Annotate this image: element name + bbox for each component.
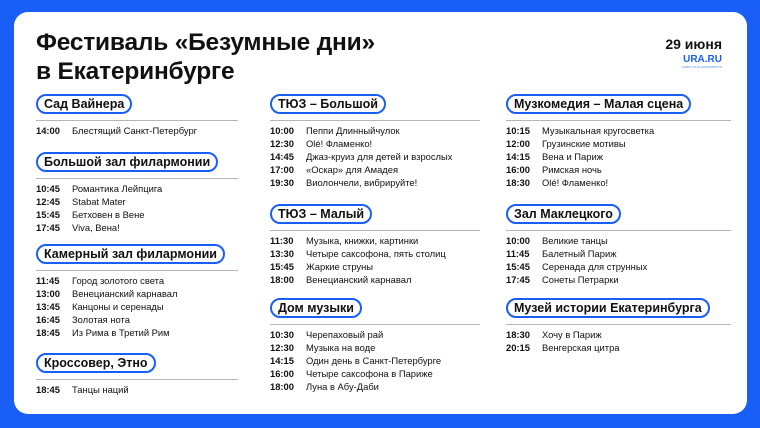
event-time: 17:00 <box>270 164 294 175</box>
venue-divider <box>270 230 480 231</box>
event-time: 13:00 <box>36 288 60 299</box>
event-row <box>270 150 480 163</box>
event-time: 14:45 <box>270 151 294 162</box>
event-title: Бетховен в Вене <box>72 209 145 220</box>
event-time: 10:15 <box>506 125 530 136</box>
event-time: 18:00 <box>270 274 294 285</box>
event-title: Жаркие струны <box>306 261 374 272</box>
venue-name: Музей истории Екатеринбурга <box>506 298 710 318</box>
event-title: Джаз-круиз для детей и взрослых <box>306 151 453 162</box>
event-title: Венецианский карнавал <box>72 288 178 299</box>
venue-divider <box>506 324 731 325</box>
event-time: 14:15 <box>270 355 294 366</box>
event-time: 12:30 <box>270 138 294 149</box>
event-title: Серенада для струнных <box>542 261 648 272</box>
event-time: 16:00 <box>506 164 530 175</box>
event-row <box>36 326 238 339</box>
event-time: 18:30 <box>506 177 530 188</box>
event-list <box>36 182 238 234</box>
event-row <box>270 163 480 176</box>
event-title: Романтика Лейпцига <box>72 183 163 194</box>
event-title: Венецианский карнавал <box>306 274 412 285</box>
venue-name: Камерный зал филармонии <box>36 244 225 264</box>
event-row <box>506 234 731 247</box>
venue-name: Зал Маклецкого <box>506 204 621 224</box>
event-title: Музыка, книжки, картинки <box>306 235 419 246</box>
event-title: Музыка на воде <box>306 342 376 353</box>
logo-text: URA.RU <box>683 54 722 65</box>
event-title: Город золотого света <box>72 275 165 286</box>
schedule-card <box>14 12 747 414</box>
event-time: 14:00 <box>36 125 60 136</box>
event-row <box>506 176 731 189</box>
event-row <box>36 300 238 313</box>
venue-name: Дом музыки <box>270 298 362 318</box>
event-list <box>506 328 731 354</box>
event-row <box>270 367 480 380</box>
event-title: Четыре саксофона в Париже <box>306 368 433 379</box>
event-time: 15:45 <box>270 261 294 272</box>
event-title: Хочу в Париж <box>542 329 602 340</box>
event-row <box>270 176 480 189</box>
event-time: 19:30 <box>270 177 294 188</box>
date-label: 29 июня <box>665 36 722 52</box>
event-time: 18:30 <box>506 329 530 340</box>
venue-name: Музкомедия – Малая сцена <box>506 94 691 114</box>
event-title: Канцоны и серенады <box>72 301 164 312</box>
event-time: 14:15 <box>506 151 530 162</box>
title-line-1: Фестиваль «Безумные дни» <box>36 29 375 56</box>
event-list <box>36 383 238 396</box>
venue-block <box>506 298 731 354</box>
event-title: Золотая нота <box>72 314 130 325</box>
event-title: Viva, Вена! <box>72 222 120 233</box>
event-title: Olé! Фламенко! <box>306 138 373 149</box>
event-row <box>270 137 480 150</box>
event-row <box>506 163 731 176</box>
venue-block <box>36 152 238 234</box>
event-row <box>270 341 480 354</box>
event-title: Один день в Санкт-Петербурге <box>306 355 442 366</box>
event-title: Сонеты Петрарки <box>542 274 619 285</box>
event-time: 17:45 <box>36 222 60 233</box>
venue-divider <box>506 120 731 121</box>
event-row <box>506 260 731 273</box>
event-title: Музыкальная кругосветка <box>542 125 655 136</box>
event-row <box>36 313 238 326</box>
venue-divider <box>36 120 238 121</box>
venue-name: ТЮЗ – Большой <box>270 94 386 114</box>
event-row <box>506 137 731 150</box>
event-time: 11:30 <box>270 235 294 246</box>
event-title: Великие танцы <box>542 235 608 246</box>
event-title: Черепаховый рай <box>306 329 384 340</box>
venue-name: Большой зал филармонии <box>36 152 218 172</box>
event-time: 12:45 <box>36 196 60 207</box>
event-title: Венгерская цитра <box>542 342 620 353</box>
venue-block <box>36 244 238 339</box>
venue-name: Сад Вайнера <box>36 94 132 114</box>
event-list <box>506 234 731 286</box>
event-time: 10:30 <box>270 329 294 340</box>
event-list <box>270 234 480 286</box>
event-row <box>270 124 480 137</box>
event-list <box>36 274 238 339</box>
event-row <box>506 273 731 286</box>
event-row <box>36 182 238 195</box>
event-row <box>270 380 480 393</box>
event-title: Римская ночь <box>542 164 602 175</box>
event-row <box>36 287 238 300</box>
event-row <box>506 341 731 354</box>
event-time: 11:45 <box>36 275 60 286</box>
venue-block <box>506 94 731 189</box>
event-row <box>36 208 238 221</box>
event-time: 20:15 <box>506 342 530 353</box>
venue-block <box>270 94 480 189</box>
venue-name: ТЮЗ – Малый <box>270 204 372 224</box>
event-time: 15:45 <box>36 209 60 220</box>
event-title: Stabat Mater <box>72 196 126 207</box>
venue-divider <box>36 178 238 179</box>
event-row <box>270 273 480 286</box>
venue-block <box>270 298 480 393</box>
event-title: Танцы наций <box>72 384 129 395</box>
event-time: 10:45 <box>36 183 60 194</box>
event-time: 16:45 <box>36 314 60 325</box>
event-row <box>36 274 238 287</box>
event-title: Балетный Париж <box>542 248 617 259</box>
page-title <box>36 28 375 86</box>
event-time: 12:30 <box>270 342 294 353</box>
venue-divider <box>36 379 238 380</box>
venue-divider <box>506 230 731 231</box>
event-time: 13:45 <box>36 301 60 312</box>
venue-name: Кроссовер, Этно <box>36 353 156 373</box>
event-time: 10:00 <box>270 125 294 136</box>
event-time: 16:00 <box>270 368 294 379</box>
event-time: 13:30 <box>270 248 294 259</box>
venue-block <box>36 353 238 396</box>
event-row <box>270 328 480 341</box>
event-title: Пеппи Длинныйчулок <box>306 125 400 136</box>
venue-block <box>270 204 480 286</box>
event-row <box>506 328 731 341</box>
ura-logo[interactable] <box>681 54 722 69</box>
logo-subtext: НОВОСТИ ЕКАТЕРИНБУРГА <box>681 65 722 69</box>
event-time: 10:00 <box>506 235 530 246</box>
event-title: Блестящий Санкт-Петербург <box>72 125 198 136</box>
event-row <box>506 247 731 260</box>
event-title: Грузинские мотивы <box>542 138 626 149</box>
event-row <box>270 354 480 367</box>
venue-block <box>36 94 238 137</box>
venue-divider <box>36 270 238 271</box>
venue-divider <box>270 120 480 121</box>
event-row <box>506 150 731 163</box>
event-row <box>270 260 480 273</box>
event-time: 18:45 <box>36 327 60 338</box>
event-list <box>506 124 731 189</box>
event-row <box>270 234 480 247</box>
event-title: Вена и Париж <box>542 151 603 162</box>
venue-block <box>506 204 731 286</box>
event-time: 17:45 <box>506 274 530 285</box>
event-title: «Оскар» для Амадея <box>306 164 399 175</box>
event-row <box>270 247 480 260</box>
event-title: Виолончели, вибрируйте! <box>306 177 418 188</box>
event-list <box>36 124 238 137</box>
event-list <box>270 124 480 189</box>
event-list <box>270 328 480 393</box>
event-row <box>36 124 238 137</box>
event-time: 18:00 <box>270 381 294 392</box>
event-title: Из Рима в Третий Рим <box>72 327 170 338</box>
event-row <box>506 124 731 137</box>
event-title: Луна в Абу-Даби <box>306 381 379 392</box>
venue-divider <box>270 324 480 325</box>
event-time: 18:45 <box>36 384 60 395</box>
title-line-2: в Екатеринбурге <box>36 58 235 85</box>
event-row <box>36 195 238 208</box>
event-title: Olé! Фламенко! <box>542 177 609 188</box>
event-title: Четыре саксофона, пять столиц <box>306 248 446 259</box>
event-time: 15:45 <box>506 261 530 272</box>
event-row <box>36 383 238 396</box>
event-time: 11:45 <box>506 248 530 259</box>
event-time: 12:00 <box>506 138 530 149</box>
event-row <box>36 221 238 234</box>
